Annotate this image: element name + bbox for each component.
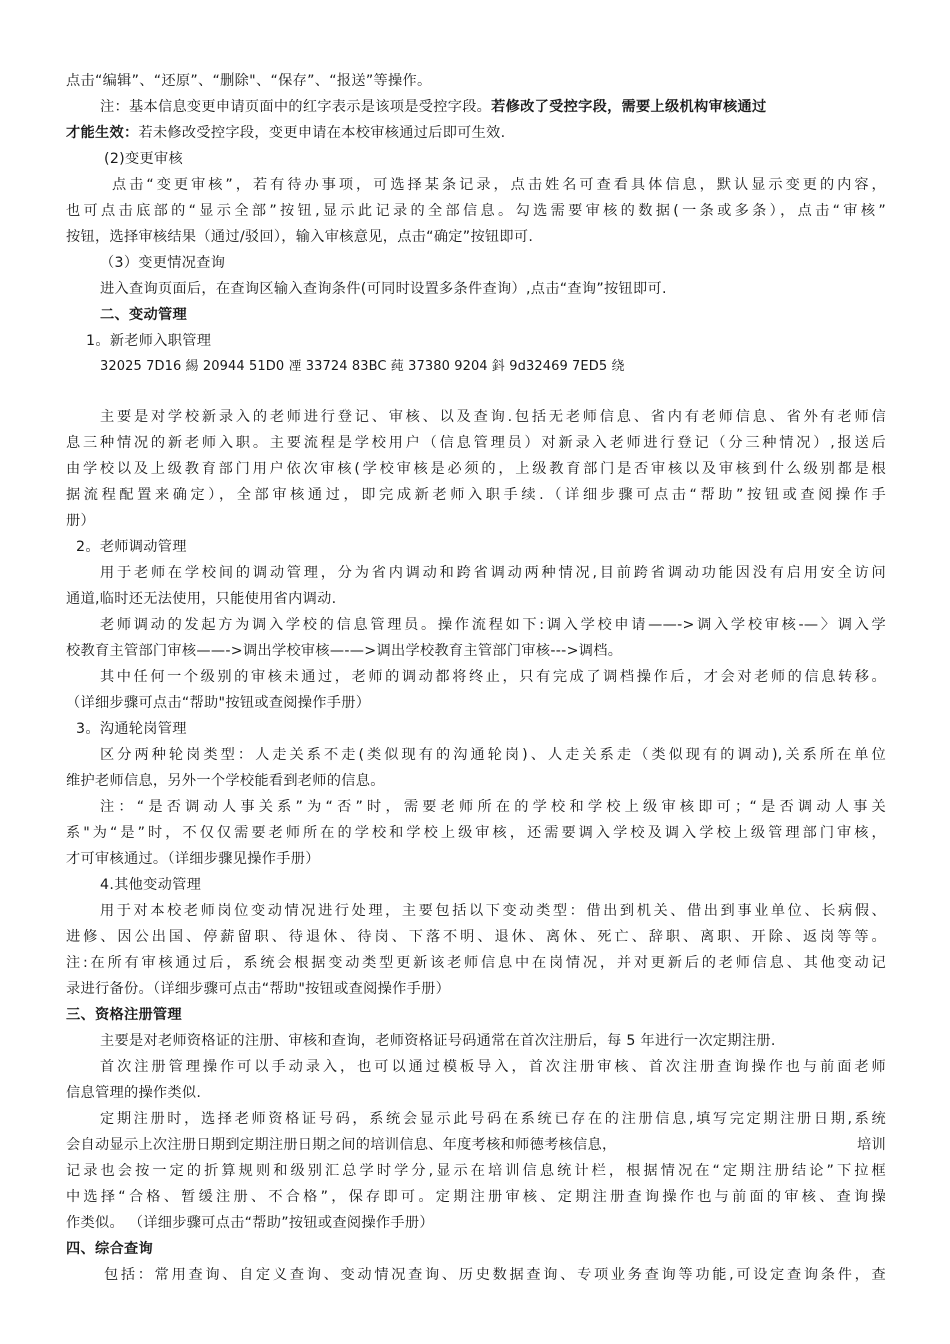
text-line: 主要是对老师资格证的注册、审核和查询，老师资格证号码通常在首次注册后，每 5 年进行一次定期注册. bbox=[100, 1033, 776, 1049]
subheading: (2)变更审核 bbox=[104, 151, 183, 167]
text-line: 用于老师在学校间的调动管理，分为省内调动和跨省调动两种情况,目前跨省调动功能因没有启用安全访问 bbox=[100, 565, 886, 581]
text-line: 区分两种轮岗类型：人走关系不走(类似现有的沟通轮岗)、人走关系走（类似现有的调动),关系所在单位 bbox=[100, 747, 886, 763]
text-line: 首次注册管理操作可以手动录入，也可以通过模板导入，首次注册审核、首次注册查询操作也与前面老师 bbox=[100, 1059, 886, 1075]
text-line: 定期注册时，选择老师资格证号码，系统会显示此号码在系统已存在的注册信息,填写完定期注册日期,系统 bbox=[100, 1111, 886, 1127]
text-line: 记录也会按一定的折算规则和级别汇总学时学分,显示在培训信息统计栏，根据情况在“定期注册结论”下拉框 bbox=[66, 1163, 886, 1179]
text-line: 由学校以及上级教育部门用户依次审核(学校审核是必须的，上级教育部门是否审核以及审核到什么级别都是根 bbox=[66, 461, 886, 477]
subheading: 4.其他变动管理 bbox=[100, 877, 202, 893]
text-line: 老师调动的发起方为调入学校的信息管理员。操作流程如下:调入学校申请——->调入学校审核-—〉调入学 bbox=[100, 617, 886, 633]
subheading: 3。沟通轮岗管理 bbox=[76, 721, 187, 737]
text-line: 包括：常用查询、自定义查询、变动情况查询、历史数据查询、专项业务查询等功能,可设定查询条件，查 bbox=[104, 1267, 886, 1283]
text-line: 息三种情况的新老师入职。主要流程是学校用户（信息管理员）对新录入老师进行登记（分三种情况）,报送后 bbox=[66, 435, 886, 451]
text-line bbox=[66, 1132, 886, 1158]
text-line: 点击“变更审核”，若有待办事项，可选择某条记录，点击姓名可查看具体信息，默认显示变更的内容， bbox=[112, 177, 886, 193]
text-line: 册） bbox=[66, 513, 95, 529]
text-line: 点击“编辑”、“还原”、“删除"、“保存”、“报送”等操作。 bbox=[66, 73, 432, 89]
text-line: 主要是对学校新录入的老师进行登记、审核、以及查询.包括无老师信息、省内有老师信息、省外有老师信 bbox=[100, 409, 886, 425]
note-bold-text: 才能生效： bbox=[66, 125, 139, 141]
text-line: （详细步骤可点击“帮助"按钮或查阅操作手册） bbox=[66, 695, 371, 711]
note-line bbox=[100, 94, 886, 120]
text-line: 才可审核通过。（详细步骤见操作手册） bbox=[66, 851, 320, 867]
text-line: 注：“是否调动人事关系”为“否”时，需要老师所在的学校和学校上级审核即可；“是否调动人事关 bbox=[100, 799, 886, 815]
note-text: 注：基本信息变更申请页面中的红字表示是该项是受控字段。 bbox=[100, 99, 492, 115]
section-heading: 四、综合查询 bbox=[66, 1241, 153, 1257]
section-heading: 三、资格注册管理 bbox=[66, 1007, 182, 1023]
text-line: 维护老师信息，另外一个学校能看到老师的信息。 bbox=[66, 773, 385, 789]
text-fragment: 培训 bbox=[857, 1137, 886, 1153]
text-line: 按钮，选择审核结果（通过/驳回），输入审核意见，点击“确定”按钮即可. bbox=[66, 229, 534, 245]
text-line: 据流程配置来确定），全部审核通过，即完成新老师入职手续.（详细步骤可点击“帮助”按钮或查阅操作手 bbox=[66, 487, 886, 503]
text-line: 通道,临时还无法使用，只能使用省内调动. bbox=[66, 591, 337, 607]
text-line: 系"为“是”时，不仅仅需要老师所在的学校和学校上级审核，还需要调入学校及调入学校上级管理部门审核， bbox=[66, 825, 886, 841]
text-line: 录进行备份。（详细步骤可点击“帮助"按钮或查阅操作手册） bbox=[66, 981, 451, 997]
text-line: 作类似。 （详细步骤可点击“帮助”按钮或查阅操作手册） bbox=[66, 1215, 434, 1231]
code-line: 32025 7D16 緆 20944 51D0 凐 33724 83BC 莼 37380 9204 鈄 9d32469 7ED5 绕 bbox=[100, 359, 625, 374]
note-bold-text: 若修改了受控字段，需要上级机构审核通过 bbox=[491, 99, 767, 115]
subheading: 1。新老师入职管理 bbox=[86, 333, 212, 349]
text-line: 其中任何一个级别的审核未通过，老师的调动都将终止，只有完成了调档操作后，才会对老师的信息转移。 bbox=[100, 669, 886, 685]
text-line: 中选择“合格、暂缓注册、不合格”，保存即可。定期注册审核、定期注册查询操作也与前面的审核、查询操 bbox=[66, 1189, 886, 1205]
text-line: 校教育主管部门审核——->调出学校审核—-—>调出学校教育主管部门审核--->调档。 bbox=[66, 643, 623, 659]
text-fragment: 会自动显示上次注册日期到定期注册日期之间的培训信息、年度考核和师德考核信息， bbox=[66, 1137, 617, 1153]
text-line: 进入查询页面后，在查询区输入查询条件(可同时设置多条件查询）,点击“查询”按钮即可. bbox=[100, 281, 667, 297]
text-line: 用于对本校老师岗位变动情况进行处理，主要包括以下变动类型：借出到机关、借出到事业单位、长病假、 bbox=[100, 903, 886, 919]
section-heading: 二、变动管理 bbox=[100, 307, 187, 323]
text-line: 注:在所有审核通过后，系统会根据变动类型更新该老师信息中在岗情况，并对更新后的老师信息、其他变动记 bbox=[66, 955, 886, 971]
text-line: 信息管理的操作类似. bbox=[66, 1085, 202, 1101]
subheading: （3）变更情况查询 bbox=[100, 255, 226, 271]
subheading: 2。老师调动管理 bbox=[76, 539, 187, 555]
note-line-continued bbox=[66, 120, 886, 146]
text-line: 也可点击底部的“显示全部”按钮,显示此记录的全部信息。勾选需要审核的数据(一条或多条），点击“审核” bbox=[66, 203, 886, 219]
note-text: 若未修改受控字段，变更申请在本校审核通过后即可生效. bbox=[138, 125, 506, 141]
text-line: 进修、因公出国、停薪留职、待退休、待岗、下落不明、退休、离休、死亡、辞职、离职、开除、返岗等等。 bbox=[66, 929, 886, 945]
